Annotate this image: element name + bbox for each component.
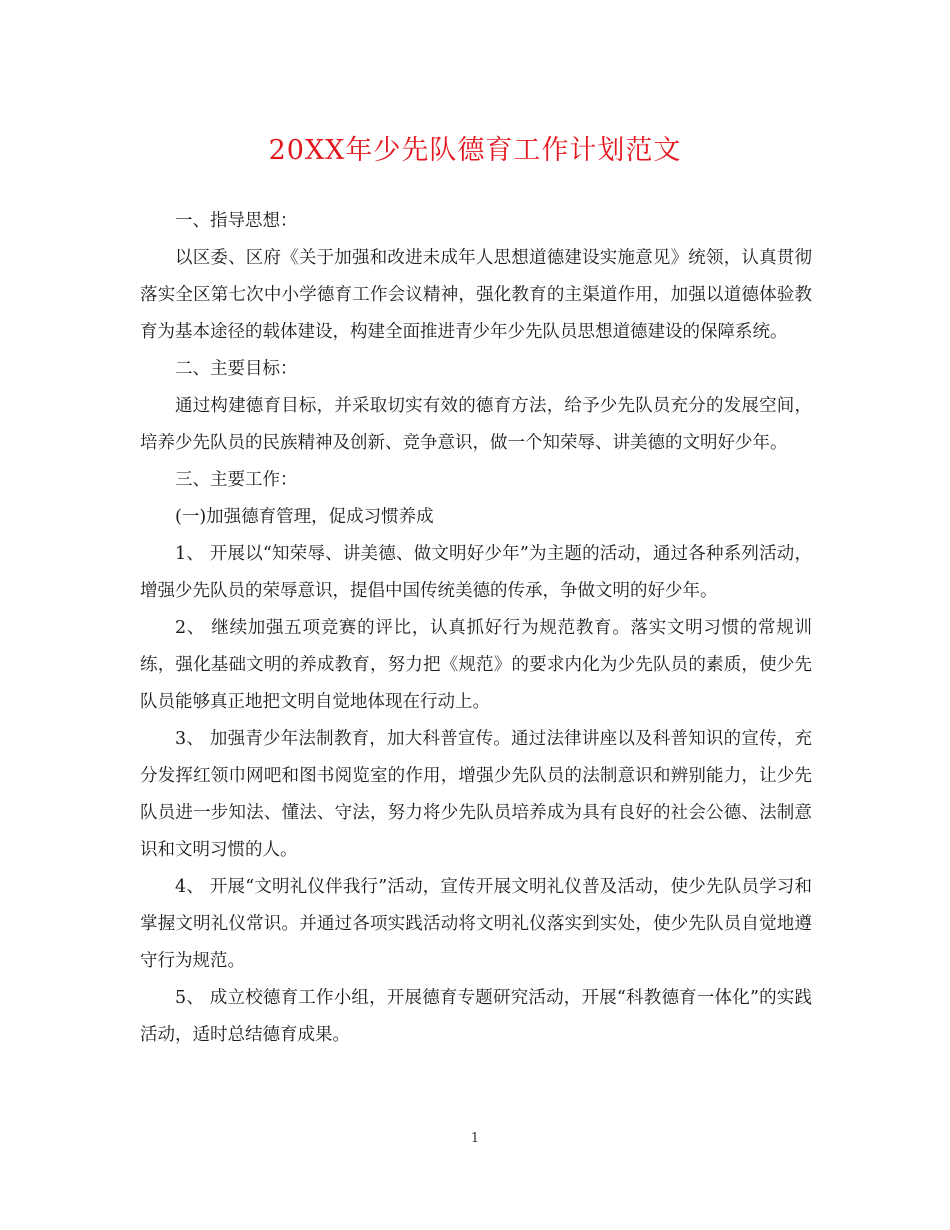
- list-item-3: 3、 加强青少年法制教育，加大科普宣传。通过法律讲座以及科普知识的宣传，充分发挥红领巾网吧和图书阅览室的作用，增强少先队员的法制意识和辨别能力，让少先队员进一步知法、懂法、守法，努力将少先队员培养成为具有良好的社会公德、法制意识和文明习惯的人。: [140, 729, 812, 860]
- list-item-4: 4、 开展“文明礼仪伴我行”活动，宣传开展文明礼仪普及活动，使少先队员学习和掌握文明礼仪常识。并通过各项实践活动将文明礼仪落实到实处，使少先队员自觉地遵守行为规范。: [140, 877, 812, 971]
- subsection-heading-1: (一)加强德育管理，促成习惯养成: [175, 507, 434, 527]
- list-item-5: 5、 成立校德育工作小组，开展德育专题研究活动，开展“科教德育一体化”的实践活动，适时总结德育成果。: [140, 988, 812, 1045]
- list-item-1: 1、 开展以“知荣辱、讲美德、做文明好少年”为主题的活动，通过各种系列活动，增强少先队员的荣辱意识，提倡中国传统美德的传承，争做文明的好少年。: [140, 544, 812, 601]
- list-item-2: 2、 继续加强五项竞赛的评比，认真抓好行为规范教育。落实文明习惯的常规训练，强化基础文明的养成教育，努力把《规范》的要求内化为少先队员的素质，使少先队员能够真正地把文明自觉地体现在行动上。: [140, 618, 812, 712]
- document-title: 20XX年少先队德育工作计划范文: [268, 135, 682, 166]
- paragraph-main-goals: 通过构建德育目标，并采取切实有效的德育方法，给予少先队员充分的发展空间，培养少先队员的民族精神及创新、竞争意识，做一个知荣辱、讲美德的文明好少年。: [140, 396, 812, 453]
- page-number: 1: [470, 1131, 480, 1146]
- section-heading-guiding-ideology: 一、指导思想：: [175, 211, 298, 231]
- document-body: [140, 203, 812, 1054]
- paragraph-guiding-ideology: 以区委、区府《关于加强和改进未成年人思想道德建设实施意见》统领，认真贯彻落实全区第七次中小学德育工作会议精神，强化教育的主渠道作用，加强以道德体验教育为基本途径的载体建设，构建全面推进青少年少先队员思想道德建设的保障系统。: [140, 248, 812, 342]
- section-heading-main-work: 三、主要工作：: [175, 470, 298, 490]
- section-heading-main-goals: 二、主要目标：: [175, 359, 298, 379]
